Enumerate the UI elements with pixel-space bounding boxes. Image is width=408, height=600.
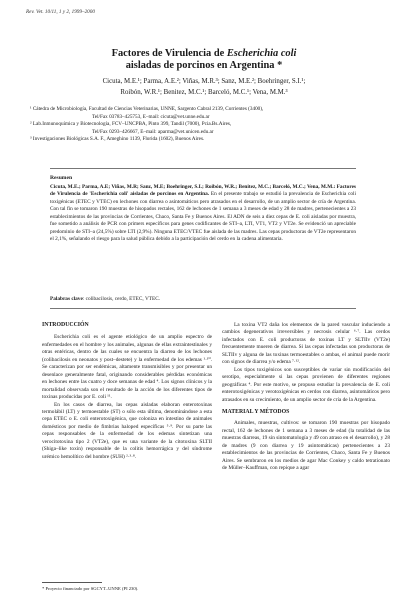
keywords-list: : colibacilosis, cerdo, ETEC, VTEC. (82, 296, 161, 302)
intro-heading: INTRODUCCIÓN (42, 322, 89, 328)
title-line2: aisladas de porcinos en Argentina * (125, 60, 283, 71)
affiliation-2: ² Lab.Inmunoquímica y Biotecnología, FCV–UNCPBA, Pinto 399, Tandil (7000), Pcia.Bs.Aires, (30, 121, 232, 128)
title-species: Escherichia coli (226, 48, 297, 59)
article-title (20, 48, 388, 72)
affiliations (30, 106, 380, 144)
abstract-citation: Cicuta, M.E.; Parma, A.E; Viñas, M.R; Sanz, M.E; Boehringer, S.I.; Roibón, W.R.; Benitez, M.C.; Barceló, M.C.; Vena, M.M.: Factores de Virulencia de 'Escherichia coli' aisladas de porcinos en Argentina. (50, 184, 356, 198)
affiliation-1-contact: Tel/Fax 03783–425753, E–mail: cicuta@vet.unne.edu.ar (92, 113, 210, 120)
left-column (42, 322, 212, 461)
methods-paragraph: Animales, muestras, cultivos: se tomaron 190 muestras por hisopado rectal, 162 de lechones de 1 semana a 3 meses de edad (la totalidad de las muestras diarreas, 19 sin sintomatología y 49 con atraso en el desarrollo), y 28 de madres (9 con diarrea y 19 asintomáticas) pertenecientes a 23 establecimientos de las provincias de Corrientes, Chaco, Santa Fe y Buenos Aires. Se sembraron en los medios de agar Mac Conkey y caldo tetrationato de Müller–Kauffman, con repique a agar (222, 420, 390, 472)
keywords-label: Palabras clave (50, 296, 83, 302)
right-column (222, 322, 390, 473)
title-line1: Factores de Virulencia de (111, 48, 227, 59)
intro-paragraph-1: Escherichia coli es el agente etiológico de un amplio espectro de enfermedades en el hombre y los animales, algunas de ellas extraintestinales y otras entéricas, dentro de las cuales se encuentra la diarrea de los lechones (colibacilosis en neonatos y post–destete) y la enfermedad de los edemas ¹·¹⁰. Se caracterizan por ser endémicas, altamente transmisibles y por presentar un desenlace generalmente fatal, originando considerables pérdidas económicas en lechones entre las cuatro y doce semanas de edad ⁴. Los signos clínicos y la mortalidad observada son el resultado de la acción de los diferentes tipos de toxinas producidas por E. coli ¹¹. (42, 334, 212, 401)
methods-heading: MATERIAL Y MÉTODOS (222, 408, 290, 415)
authors-line1: Cicuta, M.E.¹; Parma, A.E.²; Viñas, M.R.³; Sanz, M.E.²; Boehringer, S.I.¹; (102, 78, 306, 85)
right-paragraph-1: La toxina VT2 daña los elementos de la pared vascular induciendo a cambios degenerativos irreversibles y necrosis celular ⁶·⁷. Las cerdos infectados con E. coli productoras de toxinas LT y SLTIIv (VT2e) frecuentemente mueren de diarrea. Si las cepas infectadas son productoras de SLTIIv y alguna de las toxinas termoestables o ambas, el animal puede morir con signos de diarrea y/o edema ⁷·¹². (222, 322, 390, 366)
resumen-heading: Resumen (50, 175, 73, 181)
affiliation-2-contact: Tel/Fax 0293–426667, E–mail: aparma@vet.unicen.edu.ar (92, 128, 214, 135)
abstract-bottom-rule (50, 308, 356, 309)
running-head: Rev. Vet. 10/11, 1 y 2, 1999–2000 (26, 9, 95, 15)
footnote-rule (42, 582, 102, 583)
intro-paragraph-2: En los casos de diarrea, las cepas aisladas elaboran enterotoxinas termolábil (LT) y termoestable (ST) o sólo esta última, denominándose a esta cepa ETEC o E. coli enterotoxigénica, que coloniza en intestino de animales domésticos por medio de fimbrias haloped específicas ⁵·⁹. Por su parte las cepas responsables de la enfermedad de los edemas sintetizan una verocitotoxina tipo 2 (VT2e), que es una variante de la citotoxina SLTII (Shiga–like toxin) responsable de la colitis hemorrágica y del síndrome urémico hemolítico del hombre (SUH) ²·³·⁸. (42, 401, 212, 460)
affiliation-3: ³ Investigaciones Biológicas S.A. F., Ameghino 1139, Florida (1602), Buenos Aires. (30, 136, 205, 143)
abstract-body: En el presente trabajo se estudió la prevalencia de Escherichia coli toxigénicas (ETEC y VTEC) en lechones con diarrea o asintomáticos pero atrasados en el desarrollo, de un amplio sector de cría de Argentina. Con tal fin se tomaron 190 muestras de hisopados rectales, 162 de lechones de 1 semana a 3 meses de edad y 28 de madres, pertenecientes a 23 establecimientos de las provincias de Corrientes, Chaco, Santa Fe y Buenos Aires. El ADN de seis a diez cepas de E. coli aisladas por muestra, fue sometido a análisis de PCR con primers específicos para genes codificantes de STI–a, LTI, VT1, VT2 y VT2e. Se evidenció un apreciable predominio de STI–a (24,5%) sobre LTI (2,9%). Ninguna ETEC/VTEC fue aislada de las madres. Las cepas productoras de VT2e representaron el 2,1%, señalando el riesgo para la salud pública debido a la participación del cerdo en la cadena alimentaria. (50, 191, 356, 243)
footnote: * Proyecto financiado por SGCYT–UNNE (PI 230). (42, 586, 139, 591)
authors-line2: Roibón, W.R.¹; Benitez, M.C.¹; Barceló, M.C.¹; Vena, M.M.³ (120, 88, 288, 96)
right-paragraph-2: Los tipos toxigénicos son susceptibles de variar sin modificación del serotipo, especialmente si las cepas provienen de diferentes regiones geográficas ⁴. Por este motivo, se propuso estudiar la prevalencia de E. coli enterotoxigénicas y verotoxigénicas en cerdos con diarrea, asintomáticos pero atrasados en su crecimiento, de un amplio sector de cría de la Argentina. (222, 366, 390, 403)
affiliation-1: ¹ Cátedra de Microbiología, Facultad de Ciencias Veterinarias, UNNE, Sargento Cabral 2139, Corrientes (3400), (30, 106, 264, 112)
abstract-top-rule (50, 168, 356, 169)
abstract-text (50, 184, 356, 244)
keywords (50, 296, 356, 303)
author-list (22, 77, 386, 98)
